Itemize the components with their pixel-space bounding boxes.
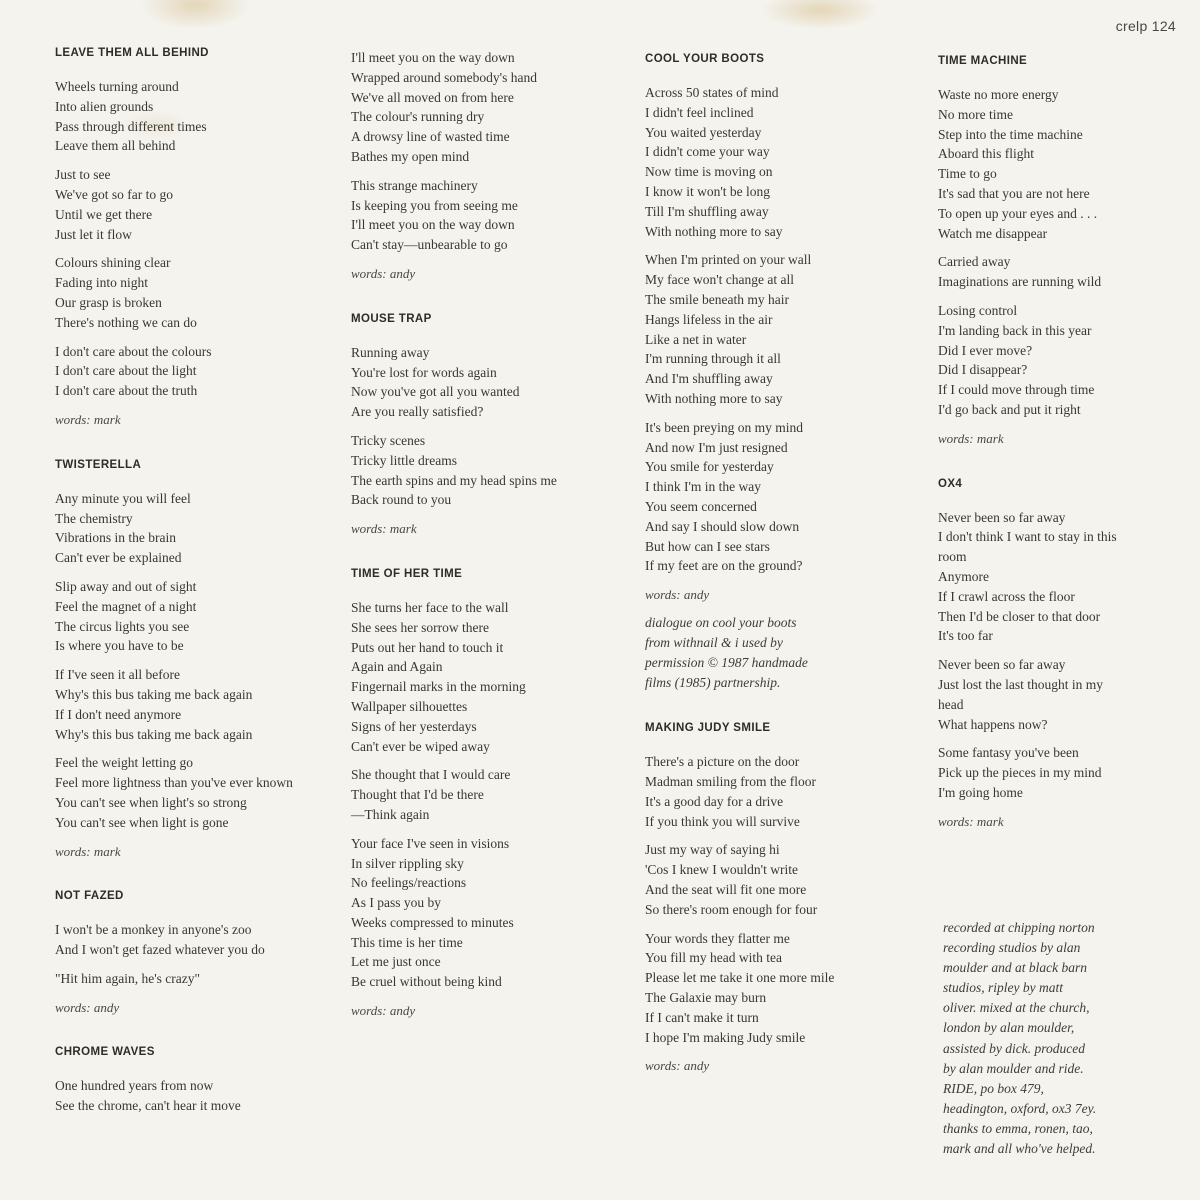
lyric-line: Aboard this flight xyxy=(938,146,1034,162)
note-line: permission © 1987 handmade xyxy=(645,655,808,671)
lyric-line: To open up your eyes and . . . xyxy=(938,205,1098,221)
lyric-line: It's been preying on my mind xyxy=(645,419,804,435)
stanza xyxy=(55,1076,335,1116)
lyric-line: Any minute you will feel xyxy=(55,490,191,506)
lyric-line: So there's room enough for four xyxy=(645,901,818,917)
lyric-line: You fill my head with tea xyxy=(645,950,782,966)
lyric-line: Bathes my open mind xyxy=(351,148,470,164)
credit-line: recording studios by alan xyxy=(943,940,1081,956)
lyric-line: The Galaxie may burn xyxy=(645,990,767,1006)
lyric-line: If you think you will survive xyxy=(645,813,800,829)
lyric-line: I don't care about the truth xyxy=(55,383,198,399)
lyric-line: Again and Again xyxy=(351,659,443,675)
lyric-line: —Think again xyxy=(351,806,430,822)
lyric-line: And I won't get fazed whatever you do xyxy=(55,942,265,958)
stanza xyxy=(938,252,1128,292)
lyrics-column-1 xyxy=(55,46,335,1125)
lyric-line: Thought that I'd be there xyxy=(351,787,484,803)
lyric-line: I don't think I want to stay in this room xyxy=(938,529,1117,565)
lyric-line: You seem concerned xyxy=(645,498,757,514)
lyric-line: This time is her time xyxy=(351,934,463,950)
credit-line: oliver. mixed at the church, xyxy=(943,1000,1090,1016)
lyric-line: I'd go back and put it right xyxy=(938,401,1081,417)
song-title: NOT FAZED xyxy=(55,890,124,903)
lyric-line: The chemistry xyxy=(55,510,133,526)
lyric-line: Why's this bus taking me back again xyxy=(55,726,253,742)
song-block xyxy=(938,54,1128,449)
lyric-line: Madman smiling from the floor xyxy=(645,774,816,790)
lyric-line: Is keeping you from seeing me xyxy=(351,197,518,213)
lyrics-column-2 xyxy=(351,48,631,1021)
song-title: TIME OF HER TIME xyxy=(351,567,463,580)
lyric-line: If I could move through time xyxy=(938,382,1095,398)
lyric-line: Fading into night xyxy=(55,275,149,291)
song-title: MAKING JUDY SMILE xyxy=(645,722,771,735)
credit-line: by alan moulder and ride. xyxy=(943,1060,1084,1076)
lyric-line: What happens now? xyxy=(938,716,1048,732)
lyric-line: I think I'm in the way xyxy=(645,479,762,495)
lyrics-column-4 xyxy=(938,54,1128,832)
note-line: dialogue on cool your boots xyxy=(645,614,797,630)
stanza xyxy=(55,342,335,401)
lyric-line: Now time is moving on xyxy=(645,164,773,180)
stanza xyxy=(351,48,631,167)
song-block xyxy=(645,52,925,693)
writer-credit: words: andy xyxy=(645,587,710,603)
writer-credit: words: mark xyxy=(55,843,121,859)
stanza xyxy=(351,598,631,756)
lyric-line: I didn't feel inclined xyxy=(645,104,754,120)
lyric-line: You can't see when light is gone xyxy=(55,814,229,830)
lyric-line: I hope I'm making Judy smile xyxy=(645,1029,806,1045)
paper-stain xyxy=(140,0,250,30)
stanza xyxy=(55,253,335,332)
lyric-line: Feel more lightness than you've ever known xyxy=(55,775,293,791)
song-block xyxy=(55,1045,335,1116)
lyric-line: Your face I've seen in visions xyxy=(351,835,510,851)
lyric-line: One hundred years from now xyxy=(55,1078,214,1094)
lyric-line: I'll meet you on the way down xyxy=(351,50,515,65)
lyric-line: Be cruel without being kind xyxy=(351,974,502,990)
writer-credit: words: mark xyxy=(351,521,417,537)
lyric-line: When I'm printed on your wall xyxy=(645,252,812,268)
lyric-line: Watch me disappear xyxy=(938,225,1048,241)
lyric-line: Then I'd be closer to that door xyxy=(938,608,1101,624)
lyric-line: Carried away xyxy=(938,254,1011,270)
lyric-line: I'm running through it all xyxy=(645,351,781,367)
song-title: LEAVE THEM ALL BEHIND xyxy=(55,47,209,59)
lyric-line: Now you've got all you wanted xyxy=(351,384,520,400)
lyric-line: Pick up the pieces in my mind xyxy=(938,765,1102,781)
song-title: TIME MACHINE xyxy=(938,55,1028,67)
song-title: OX4 xyxy=(938,477,963,490)
lyric-line: If I crawl across the floor xyxy=(938,588,1075,604)
lyric-line: The earth spins and my head spins me xyxy=(351,472,557,488)
stanza xyxy=(938,655,1128,734)
song-block xyxy=(351,312,631,539)
lyric-line: Time to go xyxy=(938,166,997,182)
lyric-line: Can't ever be wiped away xyxy=(351,738,490,754)
lyric-line: Some fantasy you've been xyxy=(938,745,1079,761)
lyric-line: I'm landing back in this year xyxy=(938,322,1092,338)
lyric-line: Puts out her hand to touch it xyxy=(351,639,504,655)
writer-credit: words: mark xyxy=(938,813,1004,829)
sample-note xyxy=(645,613,925,693)
song-title: MOUSE TRAP xyxy=(351,312,432,325)
lyric-line: I don't care about the light xyxy=(55,363,197,379)
lyric-line: If I don't need anymore xyxy=(55,706,182,722)
credit-line: studios, ripley by matt xyxy=(943,980,1063,996)
lyric-line: Wheels turning around xyxy=(55,79,179,94)
lyric-line: Across 50 states of mind xyxy=(645,85,779,100)
song-block xyxy=(645,721,925,1076)
lyric-line: Can't stay—unbearable to go xyxy=(351,237,508,253)
lyric-line: There's nothing we can do xyxy=(55,314,197,330)
writer-credit: words: andy xyxy=(645,1058,710,1074)
song-block xyxy=(351,48,631,284)
lyric-line: Signs of her yesterdays xyxy=(351,718,477,734)
lyric-line: No more time xyxy=(938,106,1013,122)
lyric-line: Can't ever be explained xyxy=(55,550,182,566)
lyric-line: Vibrations in the brain xyxy=(55,530,177,546)
lyric-line: You can't see when light's so strong xyxy=(55,794,247,810)
lyric-line: Back round to you xyxy=(351,492,452,508)
lyric-line: Running away xyxy=(351,344,430,360)
credit-line: mark and all who've helped. xyxy=(943,1141,1096,1157)
lyric-line: She sees her sorrow there xyxy=(351,619,489,635)
lyric-line: Tricky little dreams xyxy=(351,452,457,468)
lyric-line: She thought that I would care xyxy=(351,767,511,783)
lyric-line: It's a good day for a drive xyxy=(645,793,784,809)
lyric-line: If I can't make it turn xyxy=(645,1009,759,1025)
writer-credit: words: mark xyxy=(938,430,1004,446)
credit-line: RIDE, po box 479, xyxy=(943,1080,1044,1096)
song-title: COOL YOUR BOOTS xyxy=(645,53,765,65)
note-line: films (1985) partnership. xyxy=(645,675,781,691)
lyric-line: With nothing more to say xyxy=(645,390,783,406)
lyric-line: Feel the weight letting go xyxy=(55,755,193,771)
lyric-line: The colour's running dry xyxy=(351,109,485,125)
writer-credit: words: andy xyxy=(55,999,120,1015)
lyric-line: Imaginations are running wild xyxy=(938,274,1102,290)
lyric-line: I know it won't be long xyxy=(645,183,771,199)
note-line: from withnail & i used by xyxy=(645,635,783,651)
credit-line: assisted by dick. produced xyxy=(943,1040,1085,1056)
lyric-line: Why's this bus taking me back again xyxy=(55,686,253,702)
credit-line: recorded at chipping norton xyxy=(943,920,1095,935)
lyric-line: Please let me take it one more mile xyxy=(645,970,835,986)
recording-credits xyxy=(943,918,1143,1159)
writer-credit: words: andy xyxy=(351,1003,416,1019)
lyric-line: 'Cos I knew I wouldn't write xyxy=(645,862,798,878)
stanza xyxy=(351,834,631,992)
lyric-line: We've got so far to go xyxy=(55,186,173,202)
lyric-line: Wallpaper silhouettes xyxy=(351,698,468,714)
lyrics-column-3 xyxy=(645,52,925,1076)
lyric-line: And the seat will fit one more xyxy=(645,882,807,898)
lyric-line: As I pass you by xyxy=(351,895,441,911)
lyric-line: Tricky scenes xyxy=(351,432,426,448)
stanza xyxy=(55,665,335,744)
stanza xyxy=(351,431,631,510)
stanza xyxy=(55,165,335,244)
stanza xyxy=(55,77,335,156)
lyric-line: Slip away and out of sight xyxy=(55,578,197,594)
song-block xyxy=(938,477,1128,832)
lyric-line: Your words they flatter me xyxy=(645,930,790,946)
lyric-line: Our grasp is broken xyxy=(55,294,162,310)
lyric-line: No feelings/reactions xyxy=(351,875,467,891)
lyric-line: I'll meet you on the way down xyxy=(351,217,515,233)
lyric-line: And say I should slow down xyxy=(645,518,800,534)
lyric-line: I'm going home xyxy=(938,784,1023,800)
song-title: CHROME WAVES xyxy=(55,1046,155,1059)
lyric-line: Step into the time machine xyxy=(938,126,1083,142)
stanza xyxy=(938,743,1128,802)
lyric-line: Until we get there xyxy=(55,206,153,222)
lyric-line: With nothing more to say xyxy=(645,223,783,239)
lyric-line: The smile beneath my hair xyxy=(645,291,789,307)
lyric-line: I won't be a monkey in anyone's zoo xyxy=(55,922,252,938)
stanza xyxy=(645,250,925,408)
lyric-line: You're lost for words again xyxy=(351,364,497,380)
credit-line: moulder and at black barn xyxy=(943,960,1087,976)
lyric-line: Till I'm shuffling away xyxy=(645,203,769,219)
lyric-line: Never been so far away xyxy=(938,509,1066,525)
lyric-line: I didn't come your way xyxy=(645,144,770,160)
lyric-line: She turns her face to the wall xyxy=(351,599,509,615)
lyric-line: Did I disappear? xyxy=(938,362,1028,378)
stanza xyxy=(938,85,1128,243)
credit-line: headington, oxford, ox3 7ey. xyxy=(943,1100,1097,1116)
lyric-line: Weeks compressed to minutes xyxy=(351,914,514,930)
song-block xyxy=(351,567,631,1021)
lyric-line: Never been so far away xyxy=(938,657,1066,673)
song-title: TWISTERELLA xyxy=(55,458,142,471)
paper-stain xyxy=(760,0,880,30)
lyric-line: Just let it flow xyxy=(55,226,132,242)
lyric-line: Hangs lifeless in the air xyxy=(645,311,773,327)
lyric-line: There's a picture on the door xyxy=(645,754,800,770)
stanza xyxy=(351,176,631,255)
stanza xyxy=(55,753,335,832)
stanza xyxy=(351,343,631,422)
lyric-line: It's sad that you are not here xyxy=(938,185,1090,201)
lyric-line: This strange machinery xyxy=(351,177,478,193)
stanza xyxy=(55,489,335,568)
stanza xyxy=(645,418,925,576)
lyric-line: Anymore xyxy=(938,568,989,584)
lyric-line: Let me just once xyxy=(351,954,441,970)
lyric-line: Feel the magnet of a night xyxy=(55,598,197,614)
lyric-line: Did I ever move? xyxy=(938,342,1033,358)
lyric-line: A drowsy line of wasted time xyxy=(351,129,510,145)
song-block xyxy=(55,46,335,430)
lyric-line: See the chrome, can't hear it move xyxy=(55,1098,241,1114)
lyric-line: Wrapped around somebody's hand xyxy=(351,69,537,85)
lyric-line: It's too far xyxy=(938,628,993,644)
lyric-line: Like a net in water xyxy=(645,331,747,347)
stanza xyxy=(645,929,925,1048)
lyric-line: You waited yesterday xyxy=(645,124,762,140)
lyric-line: And I'm shuffling away xyxy=(645,371,773,387)
lyric-line: I don't care about the colours xyxy=(55,343,212,359)
stanza xyxy=(55,577,335,656)
lyric-line: Are you really satisfied? xyxy=(351,404,484,420)
lyric-line: Just my way of saying hi xyxy=(645,842,780,858)
stanza xyxy=(938,301,1128,420)
lyric-line: Losing control xyxy=(938,302,1018,318)
credit-line: london by alan moulder, xyxy=(943,1020,1075,1036)
lyric-line: Waste no more energy xyxy=(938,87,1059,102)
lyric-line: "Hit him again, he's crazy" xyxy=(55,970,201,986)
lyric-line: We've all moved on from here xyxy=(351,89,514,105)
lyric-line: The circus lights you see xyxy=(55,618,190,634)
lyric-line: Is where you have to be xyxy=(55,638,184,654)
stanza xyxy=(55,920,335,960)
lyric-line: You smile for yesterday xyxy=(645,459,774,475)
lyric-line: Into alien grounds xyxy=(55,98,154,114)
writer-credit: words: andy xyxy=(351,265,416,281)
song-block xyxy=(55,458,335,862)
lyric-line: Pass through different times xyxy=(55,118,207,134)
lyric-line: My face won't change at all xyxy=(645,272,794,288)
stanza xyxy=(645,752,925,831)
lyric-line: Just lost the last thought in my head xyxy=(938,676,1104,712)
lyric-line: If I've seen it all before xyxy=(55,667,180,683)
stanza xyxy=(645,83,925,241)
lyric-line: In silver rippling sky xyxy=(351,855,464,871)
song-block xyxy=(55,889,335,1017)
stanza xyxy=(55,969,335,989)
lyric-line: Colours shining clear xyxy=(55,255,171,271)
lyric-line: Leave them all behind xyxy=(55,138,176,154)
stanza xyxy=(351,765,631,824)
lyric-line: If my feet are on the ground? xyxy=(645,558,803,574)
stanza xyxy=(938,508,1128,647)
writer-credit: words: mark xyxy=(55,411,121,427)
catalog-number: crelp 124 xyxy=(1115,18,1176,34)
credit-line: thanks to emma, ronen, tao, xyxy=(943,1120,1093,1136)
lyric-line: And now I'm just resigned xyxy=(645,439,788,455)
stanza xyxy=(645,840,925,919)
lyric-line: Just to see xyxy=(55,167,111,183)
lyric-line: But how can I see stars xyxy=(645,538,770,554)
lyric-line: Fingernail marks in the morning xyxy=(351,679,526,695)
